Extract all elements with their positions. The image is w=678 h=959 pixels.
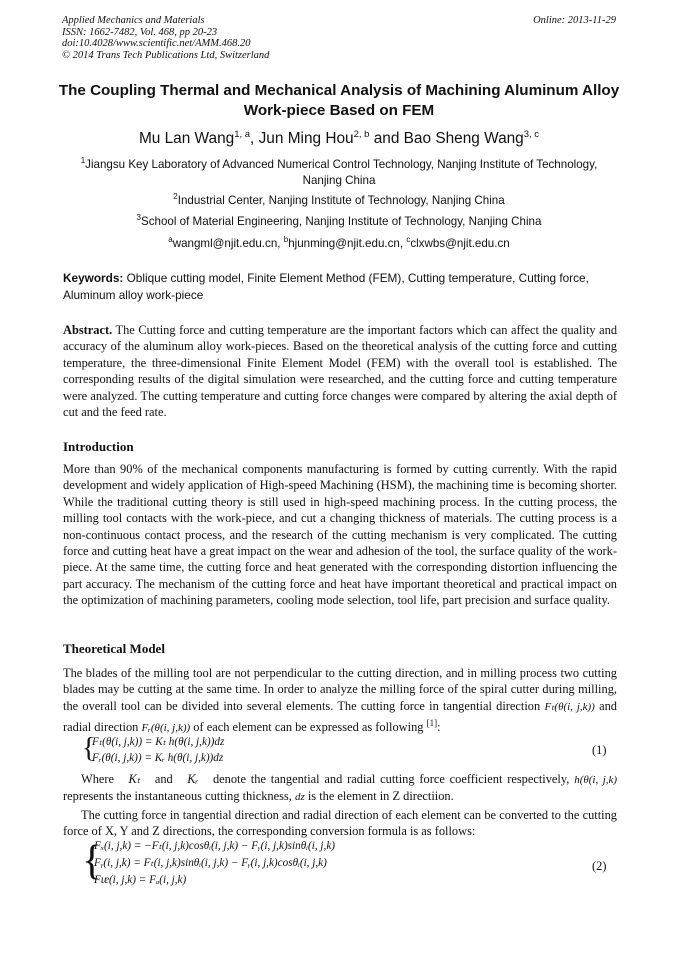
introduction-heading: Introduction — [63, 439, 134, 454]
journal-name: Applied Mechanics and Materials — [62, 15, 205, 26]
equation-number: (2) — [592, 859, 607, 873]
keywords-label: Keywords: — [63, 271, 124, 285]
affiliation — [40, 214, 638, 230]
email[interactable]: hjunming@njit.edu.cn — [288, 237, 400, 250]
equation-line: Fᵣ(θ(i, j,k)) = Kᵣ h(θ(i, j,k))dz — [92, 752, 224, 764]
paragraph-text: Where — [81, 772, 115, 786]
author-list: Mu Lan Wang$^{1, a}$, Jun Ming Hou$^{2, b}$ and Bao Sheng Wang$^{3, c}$ — [138, 129, 540, 147]
equation-line: Fᵫ(i, j,k) = Fₐ(i, j,k) — [94, 874, 187, 886]
author-sup: 1, a — [234, 129, 251, 140]
h-symbol: h(θ(i, j,k) — [574, 774, 618, 786]
journal-issn: ISSN: 1662-7482, Vol. 468, pp 20-23 — [62, 26, 218, 38]
paper-title: The Coupling Thermal and Mechanical Analysis of Machining Aluminum Alloy Work-piece Based on FEM — [58, 82, 620, 119]
journal-copyright: © 2014 Trans Tech Publications Ltd, Switzerland — [62, 49, 270, 61]
email[interactable]: wangml@njit.edu.cn — [172, 237, 278, 250]
equation-brace: { — [82, 733, 96, 764]
affiliation-sup: 2 — [173, 192, 178, 201]
reference-marker[interactable]: [1] — [426, 718, 438, 729]
abstract — [63, 322, 617, 420]
equation-line: Fᵧ(i, j,k) = Fₜ(i, j,k)sinθᵢ(i, j,k) − Fᵧ(i, j,k)cosθᵢ(i, j,k) — [94, 857, 327, 869]
equation-line: Fₜ(θ(i, j,k)) = Kₜ h(θ(i, j,k))dz — [92, 736, 225, 748]
theoretical-heading: Theoretical Model — [63, 641, 165, 656]
keywords-text: Oblique cutting model, Finite Element Method (FEM), Cutting temperature, Cutting force, Aluminum alloy work-piece — [63, 271, 589, 302]
paragraph-text: The blades of the milling tool are not perpendicular to the cutting direction, and in milling process two cutting blades may be cutting at the same time. In order to analyze the milling force of the spiral cutter during milling, the overall tool can be divided into several elements. The cutting force in tangential direction — [63, 666, 617, 713]
author-name: Mu Lan Wang — [138, 130, 235, 147]
author-name: Jun Ming Hou — [258, 130, 354, 147]
conversion-paragraph: The cutting force in tangential direction and radial direction of each element can be converted to the cutting force of X, Y and Z directions, the corresponding conversion formula is as follows: — [63, 808, 617, 839]
paragraph-text: of each element can be expressed as following — [193, 720, 424, 735]
journal-doi: doi:10.4028/www.scientific.net/AMM.468.20 — [62, 38, 251, 50]
affiliation — [40, 193, 638, 209]
email-sup: a — [168, 235, 173, 244]
paragraph-text: represents the instantaneous cutting thickness, — [63, 789, 292, 804]
affiliation-text: School of Material Engineering, Nanjing Institute of Technology, Nanjing China — [141, 215, 542, 228]
email-list: $^a$wangml@njit.edu.cn, $^b$hjunming@njit.edu.cn, $^c$clxwbs@njit.edu.cn — [168, 235, 510, 250]
affiliation-sup: 3 — [136, 213, 141, 222]
abstract-label: Abstract. — [63, 323, 113, 337]
dz-symbol: dz — [294, 791, 305, 804]
keywords — [63, 270, 617, 304]
equation-brace: { — [82, 838, 103, 884]
equation-line: Fₓ(i, j,k) = −Fₜ(i, j,k)cosθᵢ(i, j,k) − Fᵧ(i, j,k)sinθᵢ(i, j,k) — [94, 840, 336, 852]
affiliation-sup: 1 — [80, 156, 86, 165]
equation-number: (1) — [592, 743, 607, 757]
online-date: Online: 2013-11-29 — [533, 15, 616, 26]
kt-symbol: Kₜ — [128, 772, 141, 786]
kr-symbol: Kᵣ — [187, 772, 199, 786]
affiliation-text: Jiangsu Key Laboratory of Advanced Numerical Control Technology, Nanjing Institute of Technology, Nanjing China — [85, 158, 598, 187]
where-paragraph — [63, 771, 617, 806]
fr-symbol: Fᵣ(θ(i, j,k)) — [141, 722, 191, 735]
author-name: Bao Sheng Wang — [403, 130, 524, 147]
theoretical-paragraph — [63, 665, 617, 737]
paragraph-text: is the element in Z directiion. — [307, 789, 454, 804]
author-sup: 2, b — [353, 129, 370, 140]
paragraph-text: denote the tangential and radial cutting force coefficient respectively, — [212, 772, 570, 786]
email-sup: b — [283, 235, 289, 244]
ft-symbol: Fₜ(θ(i, j,k)) — [544, 700, 595, 713]
paragraph-text: and radial direction — [63, 698, 617, 735]
affiliation-text: Industrial Center, Nanjing Institute of Technology, Nanjing China — [177, 194, 505, 207]
email-sup: c — [406, 235, 411, 244]
journal-header — [62, 15, 616, 61]
email[interactable]: clxwbs@njit.edu.cn — [410, 237, 510, 250]
abstract-text: The Cutting force and cutting temperature are the important factors which can affect the quality and accuracy of the aluminum alloy work-pieces. Based on the theoretical analysis of the cutting force and cutting temperature, the three-dimensional Finite Element Model (FEM) with the overall tool is established. The corresponding results of the digital simulation were researched, and the cutting force and cutting temperature were analyzed. The cutting temperature and cutting force changes were compared by altering the axial depth of cut and the feed rate. — [63, 323, 618, 420]
affiliation — [80, 157, 598, 189]
author-sup: 3, c — [523, 129, 540, 140]
paragraph-text: and — [154, 772, 173, 786]
paragraph-text: : — [437, 720, 441, 735]
introduction-text: More than 90% of the mechanical components manufacturing is formed by cutting currently. With the rapid development and widely application of High-speed Machining (HSM), the machining time is becoming shorter. While the traditional cutting theory is still used in high-speed machining process. In the cutting process, the milling tool contacts with the work-piece, and cut a changing thickness of materials. The cutting process is a non-continuous contact process, and the research of the cutting mechanism is very complicated. The cutting force and cutting heat have a great impact on the wear and adhesion of the tool, the surface quality of the work-piece. At the same time, the cutting force and heat generated with the corresponding distortion influencing the part accuracy. The mechanism of the cutting force and heat have important theoretical and practical impact on the optimization of machining parameters, cooling mode selection, tool life, part precision and surface quality. — [63, 462, 617, 608]
